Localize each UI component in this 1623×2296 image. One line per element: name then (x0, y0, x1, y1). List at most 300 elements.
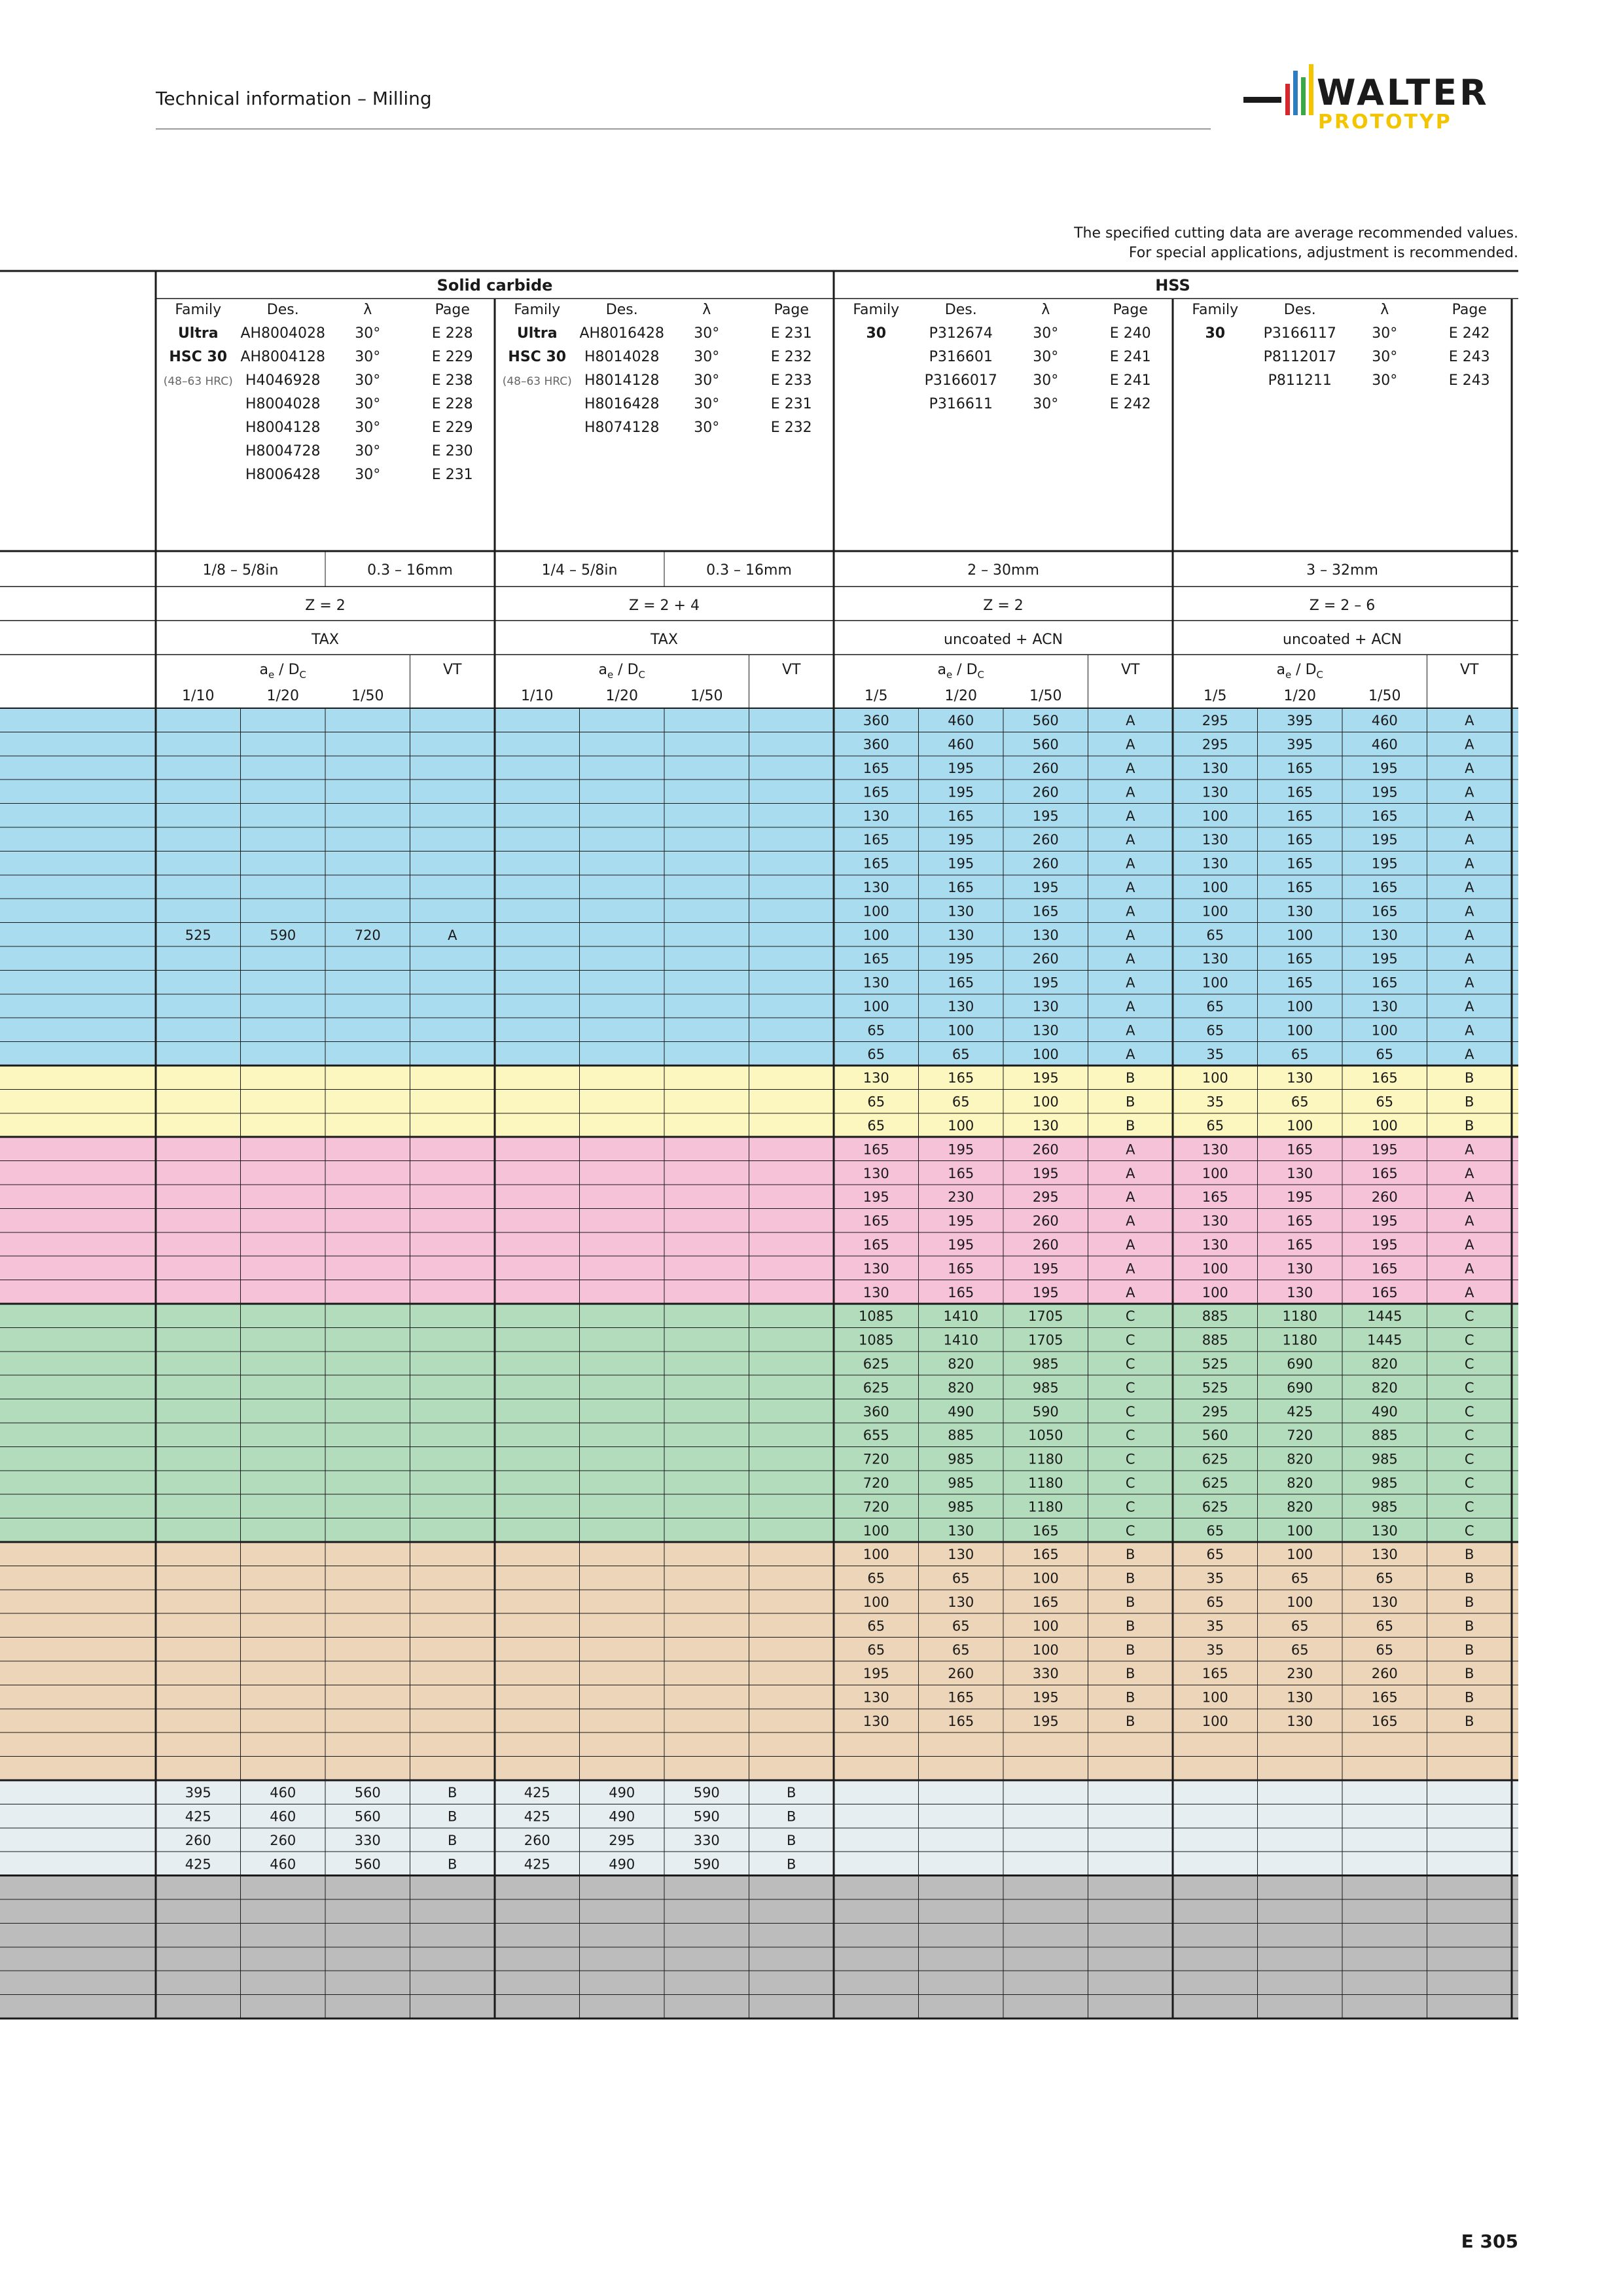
cutting-speed-value: 165 (948, 1070, 974, 1086)
cutting-speed-value: 65 (1206, 1118, 1224, 1134)
cutting-speed-value: 590 (270, 927, 296, 943)
cutting-speed-value: 295 (1032, 1189, 1059, 1206)
tool-header-helix-angle: λ (1041, 302, 1050, 318)
cutting-speed-value: 130 (863, 1689, 889, 1706)
cutting-speed-value: 100 (1202, 1165, 1228, 1181)
group-header: HSS (1155, 276, 1190, 295)
tool-helix-angle: 30° (1033, 325, 1059, 342)
cutting-speed-value: 490 (609, 1856, 635, 1873)
tool-header-designation: Des. (266, 302, 299, 318)
vt-code: C (1464, 1522, 1474, 1539)
cutting-speed-value: 165 (948, 1284, 974, 1300)
vt-code: A (1465, 975, 1474, 991)
cutting-speed-value: 165 (1032, 1547, 1059, 1563)
cutting-speed-value: 295 (1202, 736, 1228, 753)
cutting-speed-value: 65 (1291, 1094, 1309, 1110)
tool-designation: H8004728 (245, 443, 321, 459)
vt-code: A (1465, 999, 1474, 1014)
tool-catalog-page: E 233 (770, 372, 812, 389)
vt-code: B (1465, 1570, 1474, 1587)
cutting-speed-value: 165 (863, 761, 889, 776)
cutting-speed-value: 985 (1032, 1380, 1059, 1396)
cutting-speed-value: 195 (1371, 832, 1398, 848)
cutting-speed-value: 1180 (1028, 1475, 1063, 1491)
cutting-speed-value: 130 (948, 1547, 974, 1563)
diameter-range-inch: 1/4 – 5/8in (541, 562, 618, 579)
cutting-speed-value: 100 (1032, 1570, 1059, 1587)
diameter-range-mm: 0.3 – 16mm (367, 562, 453, 579)
cutting-speed-value: 130 (1371, 1547, 1398, 1563)
vt-code: C (1464, 1403, 1474, 1420)
tool-helix-angle: 30° (355, 396, 381, 412)
cutting-speed-value: 1705 (1028, 1332, 1063, 1348)
cutting-speed-value: 260 (270, 1833, 296, 1848)
cutting-speed-value: 130 (1287, 1713, 1313, 1729)
cutting-speed-value: 65 (1206, 1594, 1224, 1610)
cutting-speed-value: 165 (863, 1237, 889, 1253)
cutting-speed-value: 100 (1032, 1094, 1059, 1110)
cutting-speed-value: 130 (1287, 1284, 1313, 1300)
cutting-speed-value: 195 (1032, 1284, 1059, 1300)
cutting-speed-value: 130 (863, 1284, 889, 1300)
cutting-speed-value: 100 (1032, 1641, 1059, 1658)
cutting-speed-value: 360 (863, 1403, 889, 1420)
cutting-speed-value: 195 (948, 855, 974, 872)
tool-designation: P3166117 (1263, 325, 1336, 342)
coating: TAX (312, 632, 339, 648)
cutting-speed-value: 820 (948, 1356, 974, 1372)
tool-catalog-page: E 243 (1448, 372, 1490, 389)
tool-header-helix-angle: λ (702, 302, 711, 318)
cutting-speed-value: 590 (1032, 1403, 1059, 1420)
vt-code: A (1126, 1141, 1135, 1158)
cutting-speed-value: 690 (1287, 1356, 1313, 1372)
cutting-speed-value: 425 (524, 1856, 550, 1873)
cutting-speed-value: 165 (1287, 784, 1313, 800)
cutting-speed-value: 425 (524, 1785, 550, 1801)
tool-catalog-page: E 242 (1109, 396, 1151, 412)
cutting-speed-value: 130 (1371, 927, 1398, 943)
cutting-speed-value: 100 (1202, 1070, 1228, 1086)
cutting-speed-value: 165 (863, 951, 889, 967)
cutting-speed-value: 165 (1371, 1713, 1398, 1729)
cutting-speed-value: 165 (1371, 1261, 1398, 1277)
cutting-speed-value: 590 (693, 1808, 720, 1825)
cutting-speed-value: 395 (185, 1785, 211, 1801)
tool-helix-angle: 30° (694, 349, 720, 365)
vt-code: A (1465, 808, 1474, 824)
cutting-speed-value: 490 (1371, 1403, 1398, 1420)
cutting-speed-value: 195 (1032, 975, 1059, 991)
vt-code: A (1465, 1189, 1474, 1206)
width-of-cut-ratio-label: $a_e / D_C$ (598, 662, 646, 681)
cutting-speed-value: 100 (948, 1022, 974, 1039)
cutting-speed-value: 560 (1032, 713, 1059, 729)
tool-designation: P316601 (929, 349, 993, 365)
tool-header-page: Page (1113, 302, 1148, 318)
cutting-speed-value: 625 (863, 1356, 889, 1372)
tool-header-family: Family (853, 302, 900, 318)
cutting-speed-value: 35 (1206, 1618, 1224, 1634)
cutting-speed-value: 130 (863, 1713, 889, 1729)
vt-code: B (1126, 1094, 1135, 1110)
vt-code: A (1465, 1237, 1474, 1253)
cutting-speed-value: 100 (1032, 1618, 1059, 1634)
vt-code: B (1126, 1594, 1135, 1610)
cutting-speed-value: 130 (1287, 903, 1313, 920)
cutting-speed-value: 820 (948, 1380, 974, 1396)
vt-code: A (1465, 927, 1474, 943)
vt-code: A (1126, 951, 1135, 967)
tool-header-family: Family (514, 302, 561, 318)
vt-code: B (1465, 1713, 1474, 1729)
cutting-speed-value: 195 (948, 1141, 974, 1158)
cutting-speed-value: 130 (948, 999, 974, 1014)
material-row-band (0, 1971, 1518, 1994)
vt-code: C (1125, 1403, 1135, 1420)
tool-catalog-page: E 242 (1448, 325, 1490, 342)
page-section-title: Technical information – Milling (156, 88, 432, 109)
vt-code: A (1465, 832, 1474, 848)
width-of-cut-ratio-label: $a_e / D_C$ (259, 662, 307, 681)
tool-helix-angle: 30° (355, 372, 381, 389)
cutting-speed-value: 130 (863, 975, 889, 991)
cutting-speed-value: 260 (1032, 1141, 1059, 1158)
tool-header-designation: Des. (605, 302, 638, 318)
ratio-header: 1/20 (266, 688, 299, 704)
tool-helix-angle: 30° (694, 372, 720, 389)
vt-code: A (1465, 880, 1474, 895)
vt-code: B (787, 1808, 796, 1825)
vt-code: B (1126, 1689, 1135, 1706)
ratio-header: 1/50 (351, 688, 384, 704)
cutting-speed-value: 560 (1202, 1427, 1228, 1444)
vt-code: A (1126, 1261, 1135, 1277)
cutting-speed-value: 65 (1291, 1046, 1309, 1062)
tool-catalog-page: E 241 (1109, 372, 1151, 389)
cutting-speed-value: 425 (185, 1808, 211, 1825)
vt-code: A (1465, 1022, 1474, 1039)
tool-header-page: Page (1452, 302, 1487, 318)
ratio-header: 1/50 (690, 688, 723, 704)
vt-header: VT (782, 662, 801, 678)
cutting-speed-value: 130 (1371, 1522, 1398, 1539)
logo-stripe-yellow (1309, 64, 1313, 115)
vt-header: VT (443, 662, 462, 678)
tool-designation: P312674 (929, 325, 993, 342)
cutting-speed-value: 395 (1287, 713, 1313, 729)
cutting-speed-value: 460 (948, 713, 974, 729)
tool-helix-angle: 30° (1372, 349, 1398, 365)
cutting-speed-value: 260 (1032, 855, 1059, 872)
cutting-speed-value: 65 (1376, 1618, 1394, 1634)
cutting-speed-value: 720 (354, 927, 381, 943)
cutting-speed-value: 885 (948, 1427, 974, 1444)
cutting-speed-value: 165 (1287, 1141, 1313, 1158)
cutting-speed-value: 130 (863, 808, 889, 824)
tool-catalog-page: E 231 (770, 325, 812, 342)
cutting-speed-value: 625 (863, 1380, 889, 1396)
cutting-data-note (851, 224, 1518, 263)
vt-code: A (1465, 736, 1474, 753)
tool-designation: P3166017 (924, 372, 997, 389)
cutting-speed-value: 165 (1371, 975, 1398, 991)
cutting-speed-value: 65 (1206, 927, 1224, 943)
cutting-speed-value: 100 (863, 1522, 889, 1539)
cutting-speed-value: 65 (952, 1618, 970, 1634)
vt-code: C (1464, 1332, 1474, 1348)
cutting-speed-value: 720 (1287, 1427, 1313, 1444)
cutting-speed-value: 195 (948, 784, 974, 800)
cutting-speed-value: 1085 (859, 1332, 894, 1348)
cutting-speed-value: 820 (1287, 1475, 1313, 1491)
cutting-speed-value: 65 (867, 1570, 885, 1587)
tool-header-page: Page (774, 302, 809, 318)
logo-stripe-blue (1293, 71, 1298, 115)
cutting-speed-value: 195 (1032, 1689, 1059, 1706)
vt-code: A (1465, 903, 1474, 920)
tool-helix-angle: 30° (1033, 396, 1059, 412)
ratio-header: 1/5 (865, 688, 888, 704)
cutting-speed-value: 165 (1371, 903, 1398, 920)
cutting-speed-value: 195 (948, 951, 974, 967)
cutting-speed-value: 130 (1371, 1594, 1398, 1610)
cutting-speed-value: 130 (1032, 1118, 1059, 1134)
vt-code: C (1125, 1427, 1135, 1444)
tool-designation: AH8004128 (240, 349, 326, 365)
vt-code: A (1126, 1213, 1135, 1229)
cutting-speed-value: 130 (1032, 1022, 1059, 1039)
vt-code: B (1465, 1118, 1474, 1134)
vt-code: C (1125, 1332, 1135, 1348)
cutting-speed-value: 1445 (1367, 1308, 1402, 1325)
tool-family: Ultra (177, 325, 219, 342)
walter-prototyp-logo (1243, 59, 1518, 137)
cutting-speed-value: 885 (1202, 1308, 1228, 1325)
cutting-speed-value: 525 (185, 927, 211, 943)
cutting-speed-value: 35 (1206, 1094, 1224, 1110)
tool-catalog-page: E 228 (431, 396, 473, 412)
cutting-speed-value: 65 (867, 1641, 885, 1658)
tool-designation: H8004128 (245, 420, 321, 436)
tool-designation: P316611 (929, 396, 993, 412)
material-row-band (0, 1995, 1518, 2018)
cutting-speed-value: 460 (270, 1785, 296, 1801)
cutting-speed-value: 65 (867, 1094, 885, 1110)
tool-header-designation: Des. (944, 302, 977, 318)
cutting-speed-value: 130 (1287, 1165, 1313, 1181)
tool-helix-angle: 30° (355, 443, 381, 459)
tool-catalog-page: E 229 (431, 349, 473, 365)
cutting-speed-value: 130 (1202, 832, 1228, 848)
vt-code: A (1465, 1165, 1474, 1181)
cutting-speed-value: 165 (863, 832, 889, 848)
cutting-speed-value: 195 (1371, 784, 1398, 800)
cutting-speed-value: 260 (185, 1833, 211, 1848)
cutting-speed-value: 720 (863, 1499, 889, 1515)
vt-code: A (1126, 713, 1135, 729)
cutting-speed-value: 260 (1032, 951, 1059, 967)
cutting-speed-value: 130 (948, 903, 974, 920)
cutting-speed-value: 195 (1371, 1141, 1398, 1158)
vt-code: A (1465, 855, 1474, 872)
vt-code: B (1126, 1713, 1135, 1729)
cutting-speed-value: 295 (1202, 713, 1228, 729)
vt-code: A (1126, 832, 1135, 848)
tool-catalog-page: E 231 (431, 467, 473, 483)
material-row-band (0, 1732, 1518, 1756)
vt-code: B (1465, 1070, 1474, 1086)
cutting-speed-value: 100 (863, 903, 889, 920)
tool-catalog-page: E 243 (1448, 349, 1490, 365)
ratio-header: 1/5 (1204, 688, 1227, 704)
diameter-range: 3 – 32mm (1306, 562, 1378, 579)
cutting-speed-value: 195 (1371, 761, 1398, 776)
cutting-speed-value: 165 (948, 975, 974, 991)
cutting-speed-value: 130 (1202, 784, 1228, 800)
header-divider (156, 128, 1211, 130)
vt-code: B (1126, 1618, 1135, 1634)
tool-catalog-page: E 232 (770, 349, 812, 365)
cutting-speed-value: 260 (948, 1666, 974, 1682)
cutting-speed-value: 65 (952, 1046, 970, 1062)
cutting-speed-value: 985 (948, 1451, 974, 1467)
tool-designation: H8014028 (584, 349, 660, 365)
cutting-speed-value: 130 (1202, 761, 1228, 776)
cutting-speed-value: 130 (1202, 1237, 1228, 1253)
cutting-speed-value: 985 (1371, 1499, 1398, 1515)
cutting-speed-value: 65 (867, 1118, 885, 1134)
tool-family: HSC 30 (508, 349, 567, 365)
tool-designation: H8014128 (584, 372, 660, 389)
cutting-speed-value: 100 (1287, 927, 1313, 943)
vt-code: A (1465, 1213, 1474, 1229)
cutting-speed-value: 100 (1287, 1547, 1313, 1563)
teeth-count: Z = 2 (983, 598, 1024, 614)
cutting-speed-value: 165 (1371, 1070, 1398, 1086)
vt-code: C (1125, 1380, 1135, 1396)
cutting-speed-value: 260 (1032, 761, 1059, 776)
cutting-speed-value: 260 (524, 1833, 550, 1848)
cutting-speed-value: 165 (1287, 1237, 1313, 1253)
ratio-header: 1/20 (1283, 688, 1316, 704)
vt-code: A (1126, 1165, 1135, 1181)
cutting-speed-value: 100 (948, 1118, 974, 1134)
cutting-speed-value: 885 (1371, 1427, 1398, 1444)
cutting-speed-value: 260 (1371, 1666, 1398, 1682)
cutting-speed-value: 130 (1202, 951, 1228, 967)
material-row-band (0, 1947, 1518, 1971)
tool-designation: H4046928 (245, 372, 321, 389)
vt-code: A (1126, 1284, 1135, 1300)
cutting-speed-value: 130 (863, 1070, 889, 1086)
tool-catalog-page: E 238 (431, 372, 473, 389)
tool-helix-angle: 30° (694, 325, 720, 342)
cutting-speed-value: 195 (863, 1666, 889, 1682)
cutting-speed-value: 165 (1371, 880, 1398, 895)
cutting-speed-value: 655 (863, 1427, 889, 1444)
tool-helix-angle: 30° (355, 349, 381, 365)
vt-code: A (1465, 1046, 1474, 1062)
vt-code: A (1126, 784, 1135, 800)
cutting-speed-value: 165 (1371, 1165, 1398, 1181)
cutting-speed-value: 195 (1032, 1165, 1059, 1181)
cutting-speed-value: 195 (1032, 1713, 1059, 1729)
cutting-speed-value: 130 (863, 880, 889, 895)
vt-code: C (1464, 1451, 1474, 1467)
cutting-speed-value: 490 (609, 1808, 635, 1825)
vt-header: VT (1460, 662, 1479, 678)
cutting-speed-value: 490 (609, 1785, 635, 1801)
cutting-speed-value: 260 (1032, 1237, 1059, 1253)
cutting-speed-value: 590 (693, 1785, 720, 1801)
cutting-speed-value: 460 (270, 1856, 296, 1873)
cutting-speed-value: 195 (1371, 951, 1398, 967)
cutting-speed-value: 35 (1206, 1570, 1224, 1587)
cutting-speed-value: 65 (1376, 1570, 1394, 1587)
cutting-speed-value: 195 (948, 1237, 974, 1253)
cutting-speed-value: 195 (1371, 1213, 1398, 1229)
material-row-band (0, 1804, 1518, 1827)
vt-code: B (787, 1856, 796, 1873)
cutting-speed-value: 260 (1371, 1189, 1398, 1206)
diameter-range-mm: 0.3 – 16mm (706, 562, 792, 579)
cutting-speed-value: 35 (1206, 1641, 1224, 1658)
cutting-speed-value: 195 (948, 761, 974, 776)
logo-stripe-red (1285, 84, 1290, 115)
cutting-speed-value: 165 (1287, 951, 1313, 967)
tool-family: (48–63 HRC) (502, 375, 572, 388)
vt-code: C (1464, 1380, 1474, 1396)
cutting-speed-value: 65 (1206, 1547, 1224, 1563)
cutting-speed-value: 65 (952, 1094, 970, 1110)
vt-code: C (1464, 1427, 1474, 1444)
cutting-speed-value: 560 (1032, 736, 1059, 753)
cutting-speed-value: 165 (1287, 761, 1313, 776)
logo-brand-text: WALTER (1317, 72, 1489, 113)
cutting-speed-value: 165 (1287, 808, 1313, 824)
cutting-speed-value: 360 (863, 713, 889, 729)
vt-code: A (1126, 903, 1135, 920)
cutting-speed-value: 395 (1287, 736, 1313, 753)
cutting-speed-value: 195 (948, 1213, 974, 1229)
cutting-speed-value: 100 (1202, 1689, 1228, 1706)
cutting-speed-value: 65 (867, 1046, 885, 1062)
cutting-speed-value: 625 (1202, 1499, 1228, 1515)
cutting-speed-value: 165 (1371, 1284, 1398, 1300)
tool-header-designation: Des. (1283, 302, 1316, 318)
ratio-header: 1/10 (182, 688, 215, 704)
ratio-header: 1/50 (1368, 688, 1401, 704)
cutting-speed-value: 130 (1032, 927, 1059, 943)
cutting-speed-value: 100 (863, 999, 889, 1014)
vt-header: VT (1121, 662, 1140, 678)
cutting-speed-value: 820 (1287, 1451, 1313, 1467)
vt-code: A (1126, 1237, 1135, 1253)
cutting-speed-value: 625 (1202, 1475, 1228, 1491)
vt-code: C (1464, 1308, 1474, 1325)
tool-designation: H8074128 (584, 420, 660, 436)
width-of-cut-ratio-label: $a_e / D_C$ (1276, 662, 1324, 681)
tool-helix-angle: 30° (355, 420, 381, 436)
ratio-header: 1/20 (605, 688, 638, 704)
cutting-speed-value: 130 (1202, 1141, 1228, 1158)
cutting-speed-value: 525 (1202, 1356, 1228, 1372)
cutting-speed-value: 1410 (943, 1308, 978, 1325)
tool-catalog-page: E 240 (1109, 325, 1151, 342)
cutting-speed-value: 985 (1371, 1475, 1398, 1491)
width-of-cut-ratio-label: $a_e / D_C$ (937, 662, 985, 681)
